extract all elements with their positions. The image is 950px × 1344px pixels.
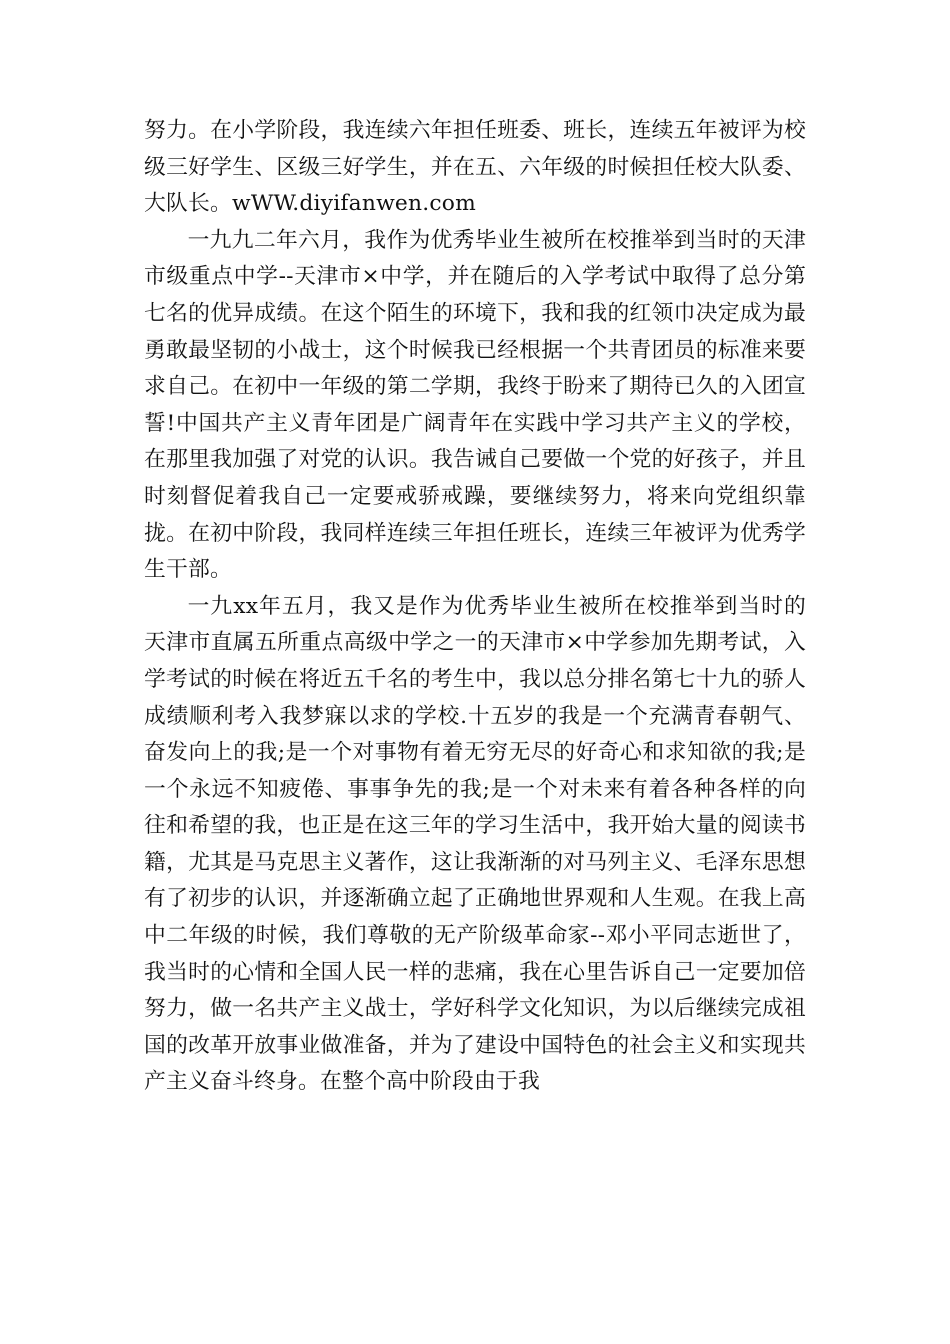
document-body	[144, 113, 806, 1101]
paragraph-senior-high: 一九xx年五月，我又是作为优秀毕业生被所在校推举到当时的天津市直属五所重点高级中学之一的天津市×中学参加先期考试，入学考试的时候在将近五千名的考生中，我以总分排名第七十九的骄人成绩顺利考入我梦寐以求的学校.十五岁的我是一个充满青春朝气、奋发向上的我;是一个对事物有着无穷无尽的好奇心和求知欲的我;是一个永远不知疲倦、事事争先的我;是一个对未来有着各种各样的向往和希望的我，也正是在这三年的学习生活中，我开始大量的阅读书籍，尤其是马克思主义著作，这让我渐渐的对马列主义、毛泽东思想有了初步的认识，并逐渐确立起了正确地世界观和人生观。在我上高中二年级的时候，我们尊敬的无产阶级革命家--邓小平同志逝世了，我当时的心情和全国人民一样的悲痛，我在心里告诉自己一定要加倍努力，做一名共产主义战士，学好科学文化知识，为以后继续完成祖国的改革开放事业做准备，并为了建设中国特色的社会主义和实现共产主义奋斗终身。在整个高中阶段由于我	[144, 593, 806, 1095]
paragraph-junior-high: 一九九二年六月，我作为优秀毕业生被所在校推举到当时的天津市级重点中学--天津市×中学，并在随后的入学考试中取得了总分第七名的优异成绩。在这个陌生的环境下，我和我的红领巾决定成为最勇敢最坚韧的小战士，这个时候我已经根据一个共青团员的标准来要求自己。在初中一年级的第二学期，我终于盼来了期待已久的入团宣誓!中国共产主义青年团是广阔青年在实践中学习共产主义的学校，在那里我加强了对党的认识。我告诫自己要做一个党的好孩子，并且时刻督促着我自己一定要戒骄戒躁，要继续努力，将来向党组织靠拢。在初中阶段，我同样连续三年担任班长，连续三年被评为优秀学生干部。	[144, 227, 806, 583]
paragraph-continuation: 努力。在小学阶段，我连续六年担任班委、班长，连续五年被评为校级三好学生、区级三好学生，并在五、六年级的时候担任校大队委、大队长。wWW.diyifanwen.com	[144, 118, 806, 217]
